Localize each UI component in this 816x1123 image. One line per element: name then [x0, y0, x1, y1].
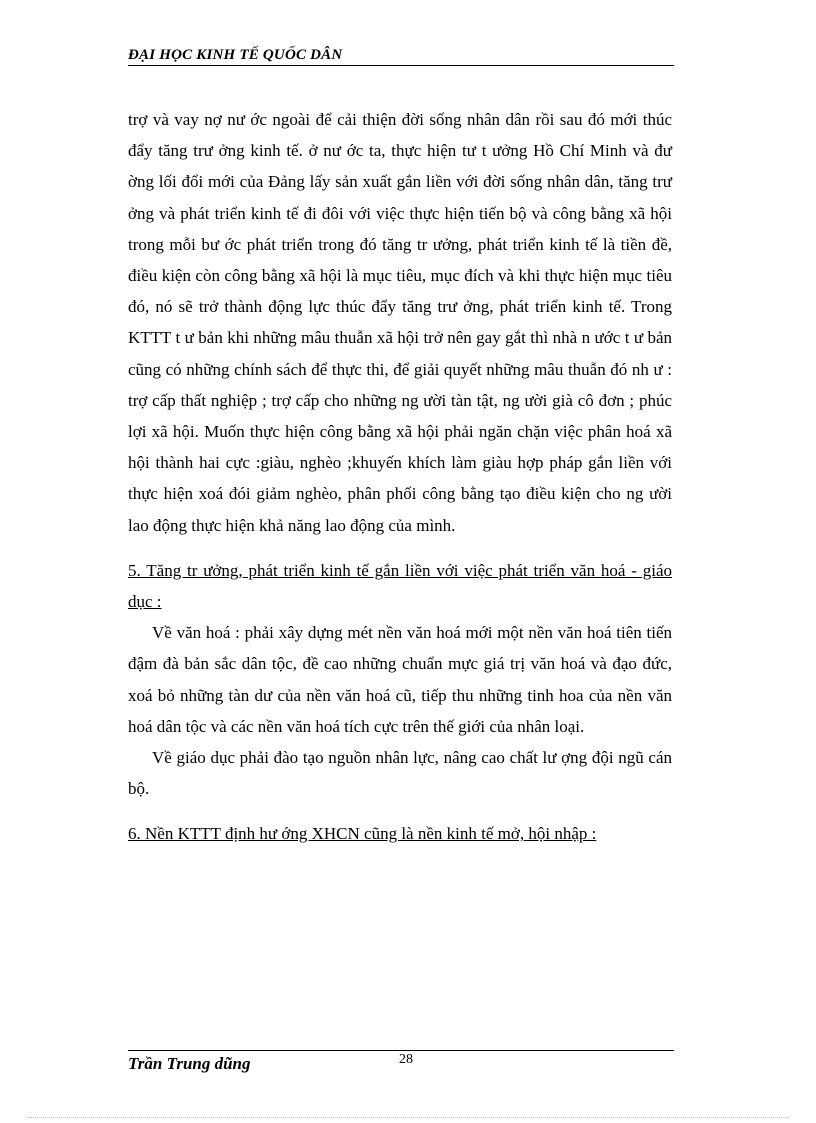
- paragraph-1: trợ và vay nợ nư ớc ngoài để cải thiện đời sống nhân dân rồi sau đó mới thúc đẩy tăng trư ởng kinh tế. ở nư ớc ta, thực hiện tư t ưởng Hồ Chí Minh và đư ờng lối đổi mới của Đảng lấy sản xuất gắn liền với đời sống nhân dân, tăng trư ởng và phát triển kinh tế đi đôi với việc thực hiện tiến bộ và công bằng xã hội trong mỗi bư ớc phát triển trong đó tăng tr ưởng, phát triển kinh tế là tiền đề, điều kiện còn công bằng xã hội là mục tiêu, mục đích và khi thực hiện mục tiêu đó, nó sẽ trở thành động lực thúc đẩy tăng trư ởng, phát triển kinh tế. Trong KTTT t ư bản khi những mâu thuẫn xã hội trở nên gay gắt thì nhà n ước t ư bản cũng có những chính sách để thực thi, để giải quyết những mâu thuẫn đó nh ư : trợ cấp thất nghiệp ; trợ cấp cho những ng ười tàn tật, ng ười già cô đơn ; phúc lợi xã hội. Muốn thực hiện công bằng xã hội phải ngăn chặn việc phân hoá xã hội thành hai cực :giàu, nghèo ;khuyến khích làm giàu hợp pháp gắn liền với thực hiện xoá đói giảm nghèo, phân phối công bằng tạo điều kiện cho ng ười lao động thực hiện khả năng lao động của mình.: [128, 110, 672, 535]
- paragraph-culture: Về văn hoá : phải xây dựng mét nền văn hoá mới một nền văn hoá tiên tiến đậm đà bản sắc dân tộc, đề cao những chuẩn mực giá trị văn hoá và đạo đức, xoá bỏ những tàn dư của nền văn hoá cũ, tiếp thu những tinh hoa của nền văn hoá dân tộc và các nền văn hoá tích cực trên thế giới của nhân loại.: [128, 623, 672, 736]
- page-number: 28: [399, 1052, 413, 1067]
- footer-author: Trần Trung dũng: [128, 1054, 251, 1073]
- footer-divider: [128, 1050, 674, 1051]
- section-heading-6: 6. Nền KTTT định hư ớng XHCN cũng là nền kinh tế mở, hội nhập :: [128, 824, 597, 844]
- page-header: ĐẠI HỌC KINH TẾ QUỐC DÂN: [128, 47, 674, 66]
- document-body: [128, 104, 672, 850]
- section-heading-5: 5. Tăng tr ưởng, phát triển kinh tế gắn liền với việc phát triển văn hoá - giáo dục :: [128, 560, 672, 612]
- paragraph-education: Về giáo dục phải đào tạo nguồn nhân lực, nâng cao chất lư ợng đội ngũ cán bộ.: [128, 748, 672, 799]
- page-boundary: [28, 1117, 788, 1118]
